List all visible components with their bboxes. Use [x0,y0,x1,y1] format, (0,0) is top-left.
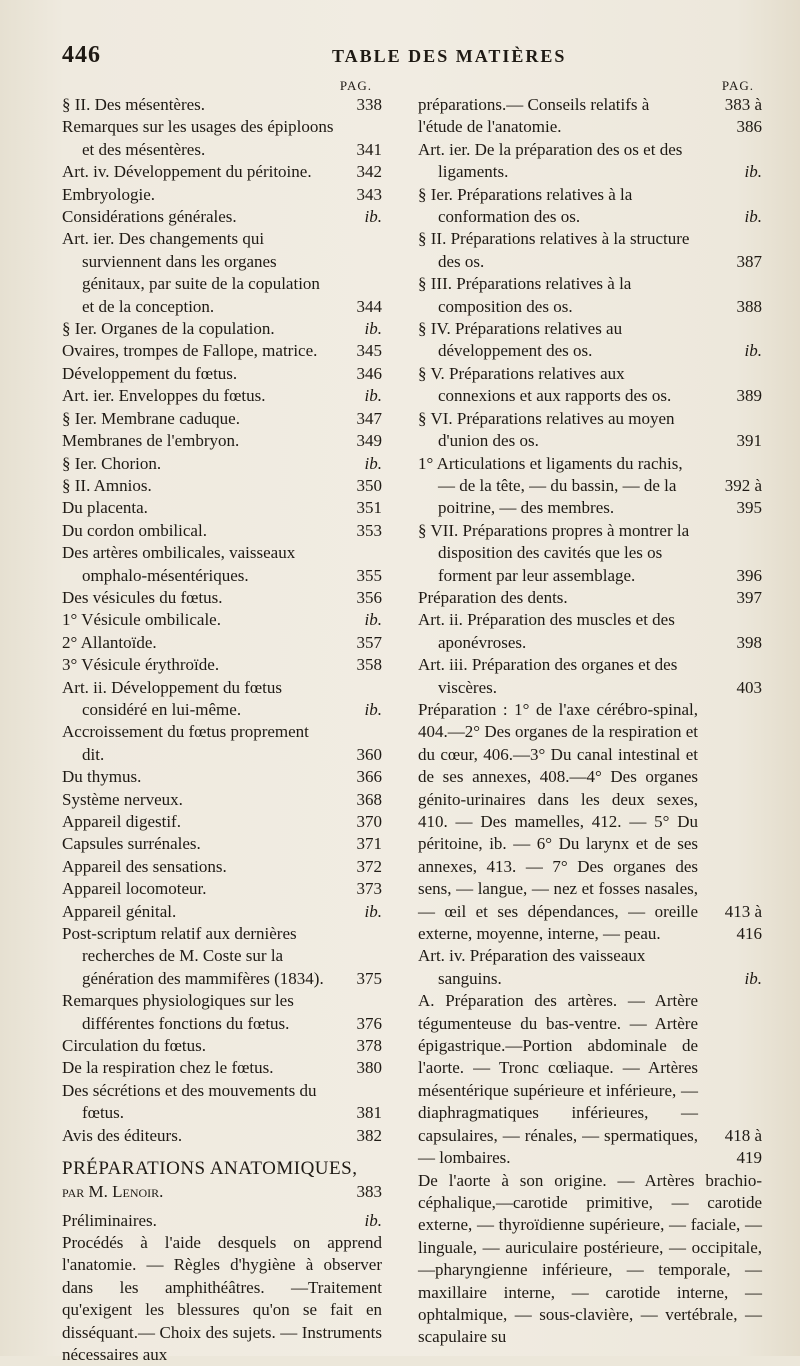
toc-entry-text: Embryologie. [62,184,156,204]
page-number: 446 [62,42,101,68]
toc-entry-text: § III. Préparations relatives à la composition des os. [418,274,632,316]
toc-entry-text: Art. ii. Préparation des muscles et des aponévroses. [418,610,675,652]
toc-entry [62,632,382,654]
toc-entry-page: ib. [744,207,762,227]
toc-entry-page: 389 [736,386,762,406]
running-title: TABLE DES MATIÈRES [332,46,567,66]
toc-entry-page: 380 [356,1058,382,1078]
toc-entry [62,116,382,161]
toc-entry-page: 345 [356,341,382,361]
toc-entry [62,923,382,990]
toc-entry-page: 388 [736,296,762,316]
toc-entry-page: ib. [364,207,382,227]
toc-entry [62,654,382,676]
toc-entry-text: 3° Vésicule érythroïde. [62,655,220,675]
right-entries [418,94,762,699]
toc-entry-page: 351 [356,498,382,518]
toc-entry-text: 1° Articulations et ligaments du rachis, — de la tête, — du bassin, — de la poitrine, — des membres. [418,453,683,518]
paragraph-arteries [418,990,762,1169]
toc-entry-text: Art. ii. Développement du fœtus considéré en lui-même. [62,677,283,719]
toc-entry-page: 375 [356,968,382,988]
toc-entry [62,206,382,228]
paragraph-organs-page: 413 à 416 [724,901,762,944]
toc-entry-text: Post-scriptum relatif aux dernières recherches de M. Coste sur la génération des mammifères (1834). [62,924,324,988]
toc-entry-text: § II. Des mésentères. [62,95,206,114]
toc-entry-text: Considérations générales. [62,207,237,227]
toc-entry [62,856,382,878]
pag-label-right: PAG. [721,78,754,93]
toc-entry-page: 350 [356,475,382,495]
entry-vessels [418,945,762,990]
toc-entry [62,184,382,206]
toc-entry [62,721,382,766]
toc-entry-page: ib. [744,341,762,361]
toc-entry-page: ib. [364,1210,382,1230]
toc-entry [62,587,382,609]
toc-entry [62,318,382,340]
pag-label-left: PAG. [339,78,372,93]
toc-entry [418,408,762,453]
toc-entry-page: 357 [356,632,382,652]
toc-entry-text: Art. ier. Des changements qui surviennent dans les organes génitaux, par suite de la copulation et de la conception. [62,229,320,316]
toc-entry-text: Circulation du fœtus. [62,1036,207,1056]
toc-entry-text: Préparation des dents. [418,587,568,607]
toc-entry-text: § Ier. Organes de la copulation. [62,319,275,339]
toc-entry [62,878,382,900]
toc-entry-page: 391 [736,431,762,451]
toc-entry-text: Appareil locomoteur. [62,879,207,899]
toc-entry [418,609,762,654]
toc-entry-text: Des artères ombilicales, vaisseaux omphalo-mésentériques. [62,543,296,585]
toc-entry-page: 378 [356,1036,382,1056]
toc-entry-page: 368 [356,789,382,809]
toc-entry [62,990,382,1035]
toc-entry-page: ib. [364,699,382,719]
left-entries [62,94,382,1147]
toc-entry-text: Ovaires, trompes de Fallope, matrice. [62,341,318,361]
toc-entry [62,161,382,183]
toc-entry-text: Art. ier. De la préparation des os et des ligaments. [418,139,683,182]
toc-entry [62,94,382,116]
toc-entry [62,385,382,407]
toc-entry [418,520,762,587]
toc-entry-page: ib. [744,162,762,182]
toc-entry [418,273,762,318]
toc-entry [62,475,382,497]
toc-entry-page: 392 à 395 [724,475,762,518]
toc-entry [62,453,382,475]
toc-entry [62,789,382,811]
toc-entry-page: 343 [356,184,382,204]
toc-entry-page: ib. [364,901,382,921]
toc-entry [62,677,382,722]
toc-entry-text: § IV. Préparations relatives au développement des os. [418,319,623,361]
toc-entry-page: 347 [356,408,382,428]
toc-entry-page: 341 [356,139,382,159]
toc-entry-page: 360 [356,744,382,764]
toc-entry-text: § Ier. Préparations relatives à la conformation des os. [418,184,633,227]
final-paragraph: Procédés à l'aide desquels on apprend l'anatomie. — Règles d'hygiène à observer dans les amphithéâtres. —Traitement qu'exigent les blessures qu'on se fait en disséquant.— Choix des sujets. — Instruments nécessaires aux [62,1232,382,1364]
toc-entry [62,901,382,923]
toc-entry [62,1080,382,1125]
toc-entry-text: Art. ier. Enveloppes du fœtus. [62,386,266,406]
toc-entry-page: 366 [356,767,382,787]
toc-entry-text: Des vésicules du fœtus. [62,587,223,607]
section-author-text: par M. Lenoir. [62,1182,164,1202]
toc-entry [62,1125,382,1147]
toc-entry-page: ib. [364,386,382,406]
toc-entry-page: 349 [356,431,382,451]
toc-entry-text: 1° Vésicule ombilicale. [62,610,221,630]
toc-entry [62,1035,382,1057]
page-header [62,40,767,76]
toc-entry-page: 346 [356,363,382,383]
toc-entry-text: Accroissement du fœtus proprement dit. [62,722,309,764]
toc-entry-text: § Ier. Membrane caduque. [62,408,240,428]
section-author [62,1181,382,1203]
toc-entry-text: Appareil digestif. [62,812,181,831]
toc-entry [418,184,762,229]
toc-entry-text: Art. iii. Préparation des organes et des viscères. [418,655,678,697]
toc-entry-text: § II. Amnios. [62,475,152,495]
section-title: PRÉPARATIONS ANATOMIQUES, [62,1158,358,1180]
toc-entry-page: 355 [356,565,382,585]
toc-entry [62,766,382,788]
toc-entry-text: Du cordon ombilical. [62,520,207,540]
toc-entry-text: 2° Allantoïde. [62,632,157,652]
toc-entry [418,94,762,139]
toc-entry [418,654,762,699]
toc-entry-page: 381 [356,1103,382,1123]
toc-entry-page: 338 [356,95,382,114]
toc-entry [62,430,382,452]
toc-entry-page: ib. [364,610,382,630]
toc-entry [62,609,382,631]
toc-entry-page: 387 [736,251,762,271]
toc-entry-text: Remarques sur les usages des épiploons et des mésentères. [62,117,334,159]
toc-entry-page: 344 [356,296,382,316]
toc-entry [62,833,382,855]
toc-entry [418,228,762,273]
toc-entry [418,587,762,609]
toc-entry-page: 403 [736,677,762,697]
toc-entry-page: 342 [356,162,382,182]
toc-entry-text: Préliminaires. [62,1210,157,1230]
toc-entry-text: Des sécrétions et des mouvements du fœtus. [62,1080,317,1123]
toc-entry [62,340,382,362]
toc-entry-text: Du thymus. [62,767,142,787]
toc-entry-page: ib. [364,453,382,473]
toc-entry-page: 356 [356,587,382,607]
toc-entry-page: 370 [356,812,382,831]
toc-entry-text: Du placenta. [62,498,148,518]
toc-entry-page: 372 [356,856,382,876]
toc-entry-text: § V. Préparations relatives aux connexions et aux rapports des os. [418,363,672,406]
toc-entry [418,318,762,363]
toc-entry [62,542,382,587]
toc-entry [418,139,762,184]
toc-entry [418,363,762,408]
paragraph-aorta: De l'aorte à son origine. — Artères brachio-céphalique,—carotide primitive, — carotide externe, — thyroïdienne supérieure, — faciale, — linguale, — auriculaire postérieure, — occipitale, —pharyngienne inférieure, — temporale, — maxillaire interne, — carotide interne, — ophtalmique, — sous-clavière, — vertébrale, — scapulaire su [418,1170,762,1347]
toc-entry-text: § Ier. Chorion. [62,453,162,473]
toc-entry-text: Art. iv. Développement du péritoine. [62,162,312,182]
toc-entry [62,520,382,542]
paragraph-arteries-text: A. Préparation des artères. — Artère tégumenteuse du bas-ventre. — Artère épigastrique.—Portion abdominale de l'aorte. — Tronc cœliaque. — Artères mésentérique supérieure et inférieure, — diaphragmatiques inférieures, — capsulaires, — rénales, — spermatiques, — lombaires. [418,991,698,1168]
toc-entry-page: 382 [356,1125,382,1145]
left-column [62,78,382,1366]
toc-entry-text: Développement du fœtus. [62,363,238,383]
toc-entry-page: 373 [356,879,382,899]
toc-entry [62,228,382,318]
toc-entry-page: 397 [736,587,762,607]
paragraph-organs-text: Préparation : 1° de l'axe cérébro-spinal, 404.—2° Des organes de la respiration et du cœur, 406.—3° Du canal intestinal et de ses annexes, 408.—4° Des organes génito-urinaires dans les deux sexes, 410. — Des mamelles, 412. — 5° Du péritoine, ib. — 6° Du larynx et de ses annexes, 413. — 7° Des organes des sens, — langue, — nez et fosses nasales, — œil et ses dépendances, — oreille externe, moyenne, interne, — peau. [418,699,698,944]
left-after-entries [62,1210,382,1232]
toc-entry-text: Remarques physiologiques sur les différentes fonctions du fœtus. [62,991,294,1033]
toc-entry-text: Capsules surrénales. [62,834,201,854]
toc-entry-page: 396 [736,565,762,585]
toc-entry-page: ib. [364,319,382,339]
toc-entry-text: préparations.— Conseils relatifs à l'étude de l'anatomie. [418,95,650,137]
toc-entry-page: 371 [356,834,382,854]
toc-entry-text: Avis des éditeurs. [62,1125,183,1145]
toc-entry-page: 358 [356,655,382,675]
toc-entry-page: 376 [356,1013,382,1033]
toc-entry-text: § VII. Préparations propres à montrer la disposition des cavités que les os forment par leur assemblage. [418,520,690,585]
toc-entry [418,453,762,520]
toc-entry-page: 353 [356,520,382,540]
toc-entry-text: Appareil génital. [62,901,177,921]
entry-vessels-page: ib. [744,968,762,988]
toc-entry-text: Système nerveux. [62,789,183,809]
entry-vessels-text: Art. iv. Préparation des vaisseaux sanguins. [418,946,646,988]
toc-entry-page: 398 [736,632,762,652]
toc-entry-text: § II. Préparations relatives à la structure des os. [418,229,690,271]
toc-entry [62,497,382,519]
section-author-page: 383 [356,1182,382,1202]
toc-entry [62,363,382,385]
paragraph-organs [418,699,762,945]
toc-entry-text: § VI. Préparations relatives au moyen d'union des os. [418,408,675,451]
toc-entry-text: Membranes de l'embryon. [62,431,240,451]
toc-entry-text: Appareil des sensations. [62,856,227,876]
right-column [418,78,762,1349]
toc-entry-text: De la respiration chez le fœtus. [62,1058,274,1078]
toc-entry [62,1210,382,1232]
toc-entry [62,1057,382,1079]
toc-entry-page: 383 à 386 [724,95,762,137]
toc-entry [62,811,382,833]
toc-entry [62,408,382,430]
paragraph-arteries-page: 418 à 419 [724,1125,762,1168]
